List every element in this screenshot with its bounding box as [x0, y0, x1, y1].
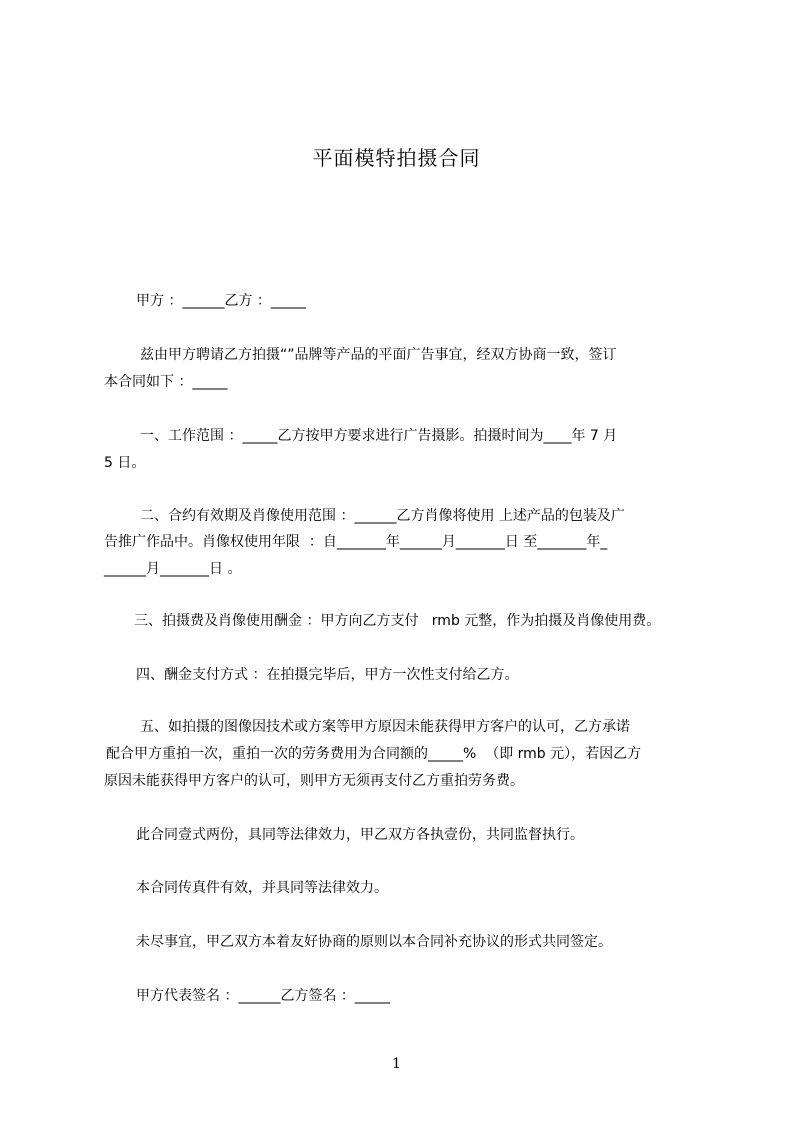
- supplement-note: 未尽事宜，甲乙双方本着友好协商的原则以本合同补充协议的形式共同签定。: [136, 934, 612, 950]
- document-title: 平面模特拍摄合同: [312, 146, 481, 170]
- clause-5-line-1: 五、如拍摄的图像因技术或方案等甲方原因未能获得甲方客户的认可，乙方承诺: [140, 719, 630, 735]
- clause-1-line-1: 一、工作范围 ：_____乙方按甲方要求进行广告摄影。拍摄时间为____年 7 月: [140, 428, 618, 444]
- fax-note: 本合同传真件有效，并具同等法律效力。: [136, 880, 388, 896]
- clause-1-line-2: 5 日。: [104, 455, 146, 471]
- signature-line: 甲方代表签名 ：______乙方签名 ：_____: [136, 988, 390, 1004]
- clause-5-line-2: 配合甲方重拍一次，重拍一次的劳务费用为合同额的_____% （即 rmb 元），若因乙方: [106, 746, 642, 762]
- clause-2-line-3: ______月_______日 。: [104, 561, 242, 577]
- intro-line-2: 本合同如下 ：_____: [104, 374, 228, 390]
- clause-4-line: 四、酬金支付方式 ：在拍摄完毕后，甲方一次性支付给乙方。: [136, 667, 519, 683]
- clause-2-line-1: 二、合约有效期及肖像使用范围 ：______乙方肖像将使用 上述产品的包装及广: [140, 508, 625, 524]
- intro-line-1: 兹由甲方聘请乙方拍摄“”品牌等产品的平面广告事宜，经双方协商一致，签订: [140, 347, 617, 363]
- parties-line: 甲方 ：______乙方 ：_____: [136, 293, 306, 309]
- copies-note: 此合同壹式两份，具同等法律效力，甲乙双方各执壹份，共同监督执行。: [136, 827, 584, 843]
- clause-3-line: 三、拍摄费及肖像使用酬金 ：甲方向乙方支付 rmb 元整，作为拍摄及肖像使用费。: [134, 613, 661, 629]
- page-number: 1: [392, 1056, 401, 1072]
- clause-5-line-3: 原因未能获得甲方客户的认可，则甲方无须再支付乙方重拍劳务费。: [104, 773, 524, 789]
- clause-2-line-2: 告推广作品中。肖像权使用年限 ：自_______年______月_______日 至_______年_: [104, 534, 608, 550]
